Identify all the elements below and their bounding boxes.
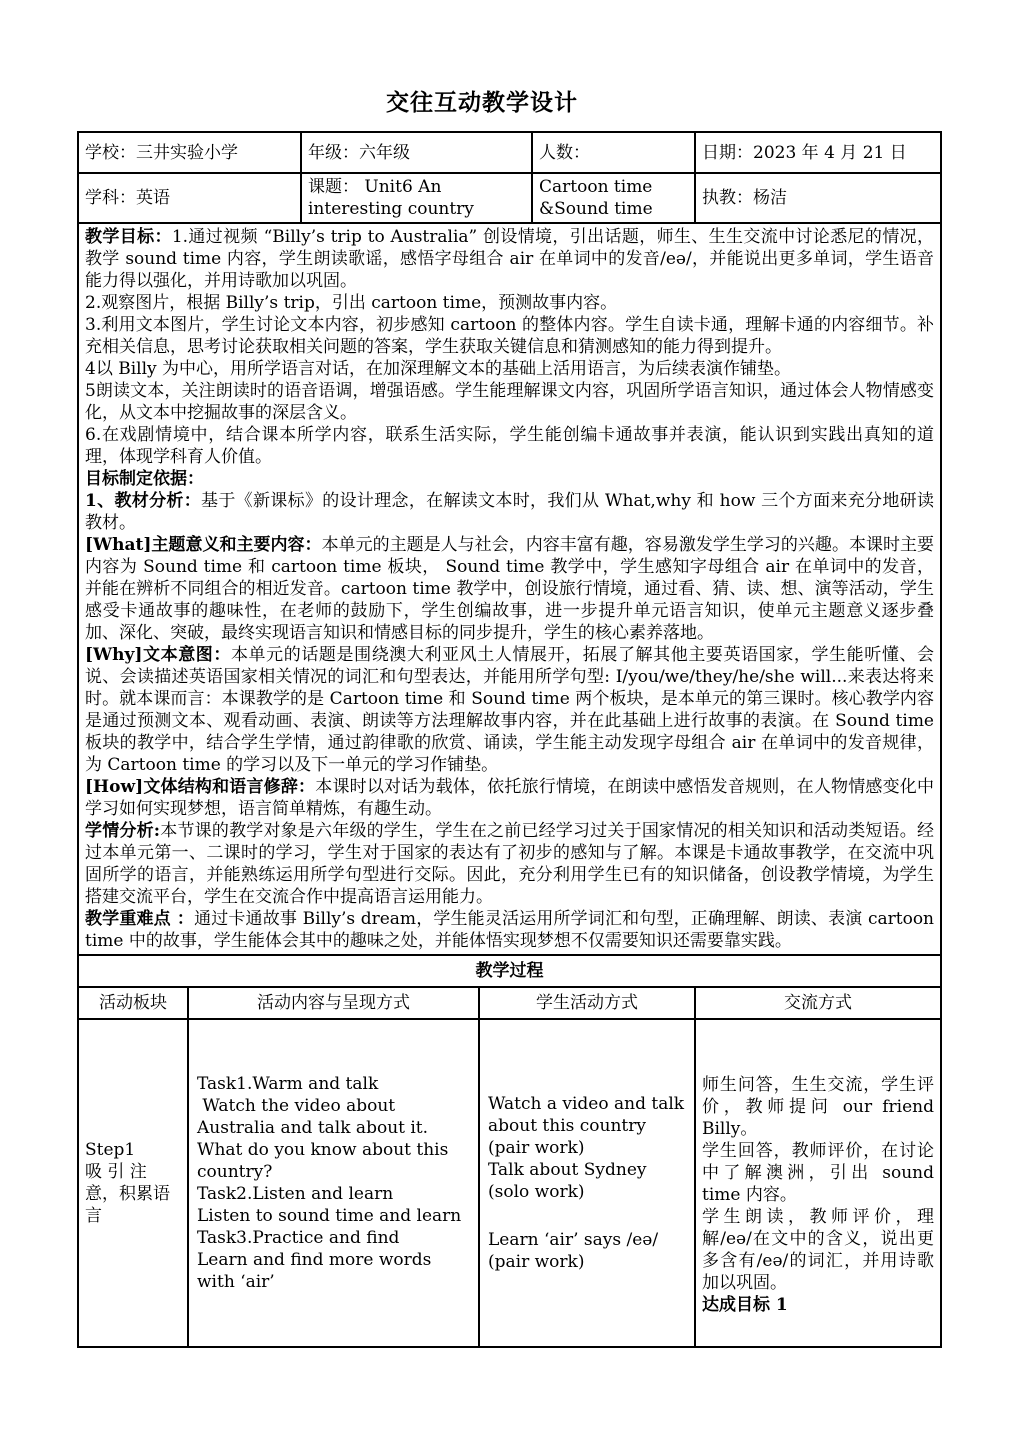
header-student: 学生活动方式 [479,987,695,1019]
step1-exchange: 师生问答，生生交流，学生评价，教师提问 our friend Billy。 学生回答，教师评价，在讨论中了解澳洲，引出 sound time 内容。 学生朗读，教师评价，理解/eə/在文中的含义，说出更多含有/eə/的词汇，并用诗歌加以巩固。 达成目标 1 [695,1019,941,1347]
section-cell: Cartoon time &Sound time [532,173,695,223]
header-exchange: 交流方式 [695,987,941,1019]
objectives-row [78,223,941,955]
header-activity: 活动板块 [78,987,188,1019]
goal-label: 达成目标 1 [702,1295,788,1315]
header-content: 活动内容与呈现方式 [188,987,479,1019]
objectives-cell [78,223,941,955]
how-paragraph: [How]文体结构和语言修辞：本课时以对话为载体，依托旅行情境，在朗读中感悟发音规则，在人物情感变化中学习如何实现梦想，语言简单精炼，有趣生动。 [85,777,935,819]
teacher-cell: 执教：杨洁 [695,173,941,223]
step1-cell [78,1019,188,1347]
why-paragraph: [Why]文本意图：本单元的话题是围绕澳大利亚风土人情展开，拓展了解其他主要英语国家，学生能听懂、会说、会读描述英语国家相关情况的词汇和句型表达，并能用所学句型: I/you/we/they/he/she will...来表达将来时。就本课而言：本课教学的是 Cartoon time 和 Sound time 两个板块，是本单元的第三课时。核心教学内容是通过预测文本、观看动画、表演、朗读等方法理解故事内容，并在此基础上进行故事的表演。在 Sound time 板块的教学中，结合学生学情，通过韵律歌的欣赏、诵读，学生能主动发现字母组合 air 在单词中的发音规律，为 Cartoon time 的学习以及下一单元的学习作铺垫。 [85,645,935,775]
key-points-paragraph: 教学重难点 ：通过卡通故事 Billy’s dream，学生能灵活运用所学词汇和句型，正确理解、朗读、表演 cartoon time 中的故事，学生能体会其中的趣味之处，并能体悟实现梦想不仅需要知识还需要靠实践。 [85,909,934,951]
objective-4: 4以 Billy 为中心，用所学语言对话，在加深理解文本的基础上活用语言，为后续表演作铺垫。 [85,359,792,379]
step1-content: Task1.Warm and talk Watch the video about Australia and talk about it. What do you know about this country? Task2.Listen and learn Listen to sound time and learn Task3.Practice and find Learn and find more words with ‘air’ [188,1019,479,1347]
process-header-row [78,987,941,1019]
objective-6: 6.在戏剧情境中，结合课本所学内容，联系生活实际，学生能创编卡通故事并表演，能认识到实践出真知的道理，体现学科育人价值。 [85,425,934,467]
learners-paragraph: 学情分析:本节课的教学对象是六年级的学生，学生在之前已经学习过关于国家情况的相关知识和活动类短语。经过本单元第一、二课时的学习，学生对于国家的表达有了初步的感知与了解。本课是卡通故事教学，在交流中巩固所学的语言，并能熟练运用所学句型进行交际。因此，充分利用学生已有的知识储备，创设教学情境，为学生搭建交流平台，学生在交流合作中提高语言运用能力。 [85,821,935,907]
info-row-2 [78,173,941,223]
step1-student: Watch a video and talk about this country (pair work) Talk about Sydney (solo work) Learn ‘air’ says /eə/ (pair work) [479,1019,695,1347]
objective-5: 5朗读文本，关注朗读时的语音语调，增强语感。学生能理解课文内容，巩固所学语言知识，通过体会人物情感变化，从文本中挖掘故事的深层含义。 [85,381,934,423]
count-cell: 人数： [532,132,695,173]
topic-cell: 课题： Unit6 An interesting country [301,173,532,223]
analysis-paragraph: 1、教材分析：基于《新课标》的设计理念，在解读文本时，我们从 What,why 和 how 三个方面来充分地研读教材。 [85,491,934,533]
page-title: 交往互动教学设计 [386,89,578,116]
objective-2: 2.观察图片，根据 Billy’s trip，引出 cartoon time，预测故事内容。 [85,293,618,313]
process-title: 教学过程 [78,955,941,987]
info-row-1 [78,132,941,173]
process-title-row [78,955,941,987]
what-paragraph: [What]主题意义和主要内容：本单元的主题是人与社会，内容丰富有趣，容易激发学生学习的兴趣。本课时主要内容为 Sound time 和 cartoon time 板块， Sound time 教学中，学生感知字母组合 air 在单词中的发音，并能在辨析不同组合的相近发音。cartoon time 教学中，创设旅行情境，通过看、猜、读、想、演等活动，学生感受卡通故事的趣味性，在老师的鼓励下，学生创编故事，进一步提升单元语言知识，使单元主题意义逐步叠加、深化、突破，最终实现语言知识和情感目标的同步提升，学生的核心素养落地。 [85,535,935,643]
objective-1: 教学目标：1.通过视频 “Billy’s trip to Australia” 创设情境，引出话题，师生、生生交流中讨论悉尼的情况，教学 sound time 内容，学生朗读歌谣，感悟字母组合 air 在单词中的发音/eə/，并能说出更多单词，学生语音能力得以强化，并用诗歌加以巩固。 [85,227,934,291]
lesson-plan-table [77,131,942,1348]
school-cell: 学校：三井实验小学 [78,132,301,173]
date-cell: 日期：2023 年 4 月 21 日 [695,132,941,173]
basis-label: 目标制定依据： [85,469,204,489]
step1-label: Step1 吸 引 注 意，积累语言 [85,1140,170,1226]
step1-row [78,1019,941,1347]
subject-cell: 学科：英语 [78,173,301,223]
objective-3: 3.利用文本图片，学生讨论文本内容，初步感知 cartoon 的整体内容。学生自读卡通，理解卡通的内容细节。补充相关信息，思考讨论获取相关问题的答案，学生获取关键信息和猜测感知的能力得到提升。 [85,315,934,357]
objectives-label: 教学目标： [85,227,172,247]
grade-cell: 年级：六年级 [301,132,532,173]
